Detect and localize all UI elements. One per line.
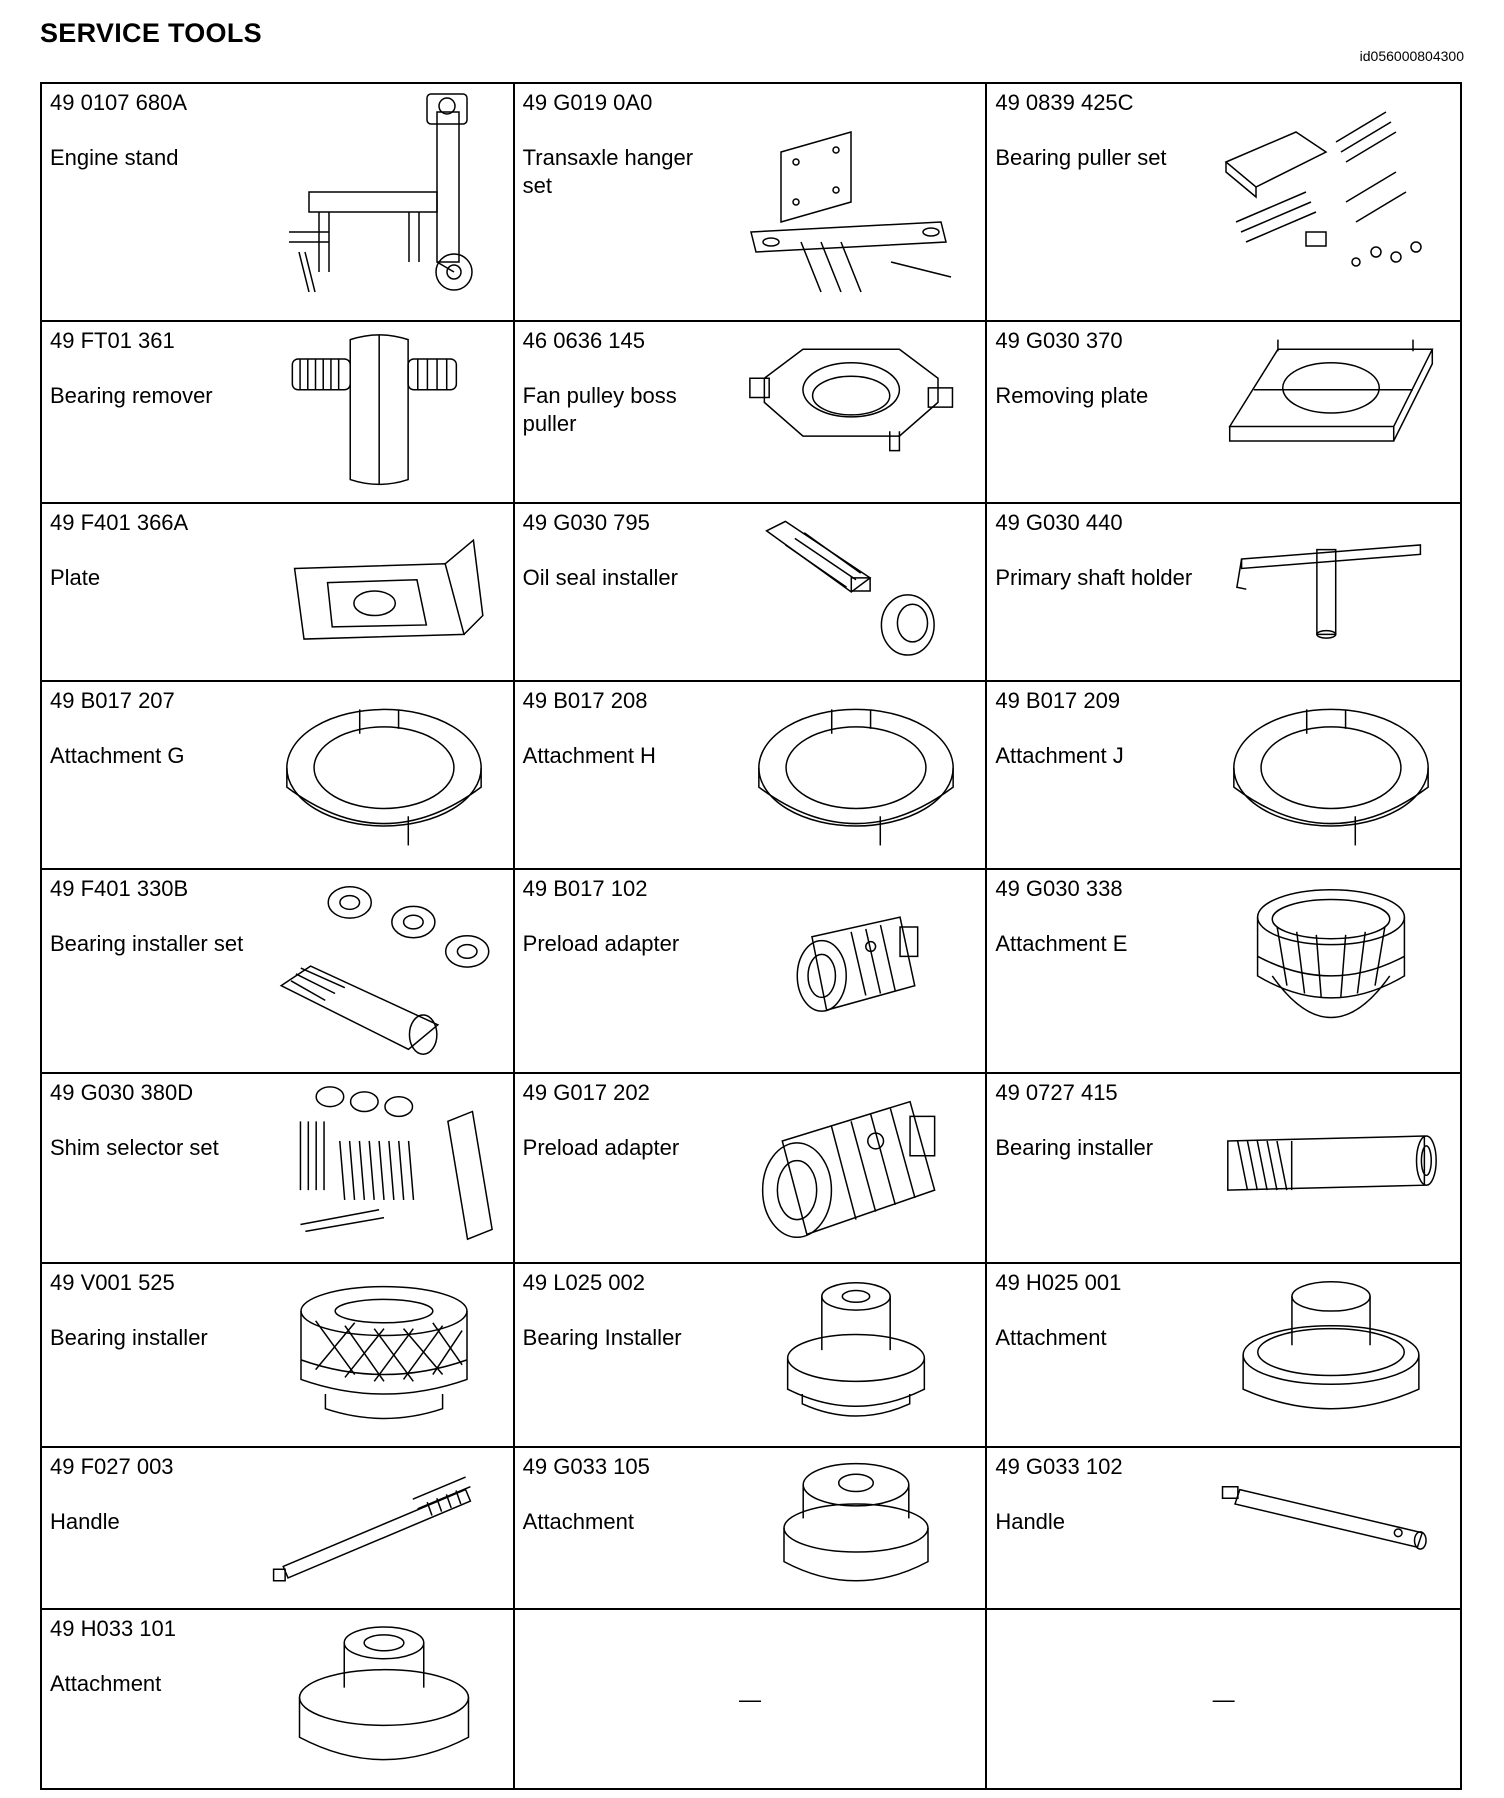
oil-seal-installer-icon [741,512,971,672]
split-ring-icon [269,690,499,860]
part-number: 49 G030 440 [995,510,1123,535]
tool-name: Attachment H [522,743,656,768]
puller-set-icon [1216,92,1446,312]
tool-cell [42,1074,515,1264]
tool-name: Oil seal installer [522,565,678,590]
part-number: 46 0636 145 [522,328,645,353]
part-number: 49 G033 105 [522,1454,650,1479]
tool-cell [515,1074,988,1264]
tool-name: Engine stand [50,145,179,170]
empty-dash: — [738,1687,761,1712]
tool-name: Preload adapter [522,931,680,956]
tool-name: Attachment E [995,931,1128,956]
part-number: 49 0727 415 [995,1080,1118,1105]
tool-cell [987,322,1460,504]
bearing-remover-icon [269,330,499,494]
tool-name: Attachment G [50,743,185,768]
part-number: 49 G030 338 [995,876,1123,901]
engine-stand-icon [269,92,499,312]
boss-puller-icon [741,330,971,494]
tool-cell [42,682,515,870]
tool-cell [987,1448,1460,1610]
part-number: 49 L025 002 [522,1270,645,1295]
part-number: 49 B017 102 [522,876,648,901]
preload-adapter-icon [741,1082,971,1254]
tool-cell [987,1264,1460,1448]
empty-dash: — [1212,1687,1235,1712]
preload-adapter-icon [741,878,971,1064]
part-number: 49 H033 101 [50,1616,176,1641]
part-number: 49 B017 207 [50,688,175,713]
tool-name: Preload adapter [522,1135,680,1160]
shaft-holder-icon [1216,512,1446,672]
part-number: 49 H025 001 [995,1270,1122,1295]
tool-cell [987,84,1460,322]
stepped-attachment-icon [741,1456,971,1600]
tool-cell [515,1264,988,1448]
tool-cell [42,1610,515,1790]
tool-cell [42,870,515,1074]
empty-cell [515,1610,988,1790]
handle-icon [1216,1456,1446,1600]
tube-installer-icon [1216,1082,1446,1254]
tool-cell [42,1448,515,1610]
tool-name: Attachment [50,1671,162,1696]
hanger-set-icon [741,92,971,312]
tool-name: Handle [995,1509,1066,1534]
tool-name: Handle [50,1509,120,1534]
tool-cell [42,322,515,504]
part-number: 49 V001 525 [50,1270,175,1295]
part-number: 49 B017 208 [522,688,648,713]
tool-name: Fan pulley boss puller [522,383,677,436]
tool-cell [987,870,1460,1074]
tool-name: Bearing puller set [995,145,1167,170]
part-number: 49 G019 0A0 [522,90,653,115]
page-title: SERVICE TOOLS [40,18,262,48]
tool-cell [515,84,988,322]
tool-name: Attachment J [995,743,1124,768]
stepped-attachment-icon [269,1618,499,1782]
tool-name: Bearing Installer [522,1325,682,1350]
tool-name: Transaxle hanger set [522,145,694,198]
tool-name: Bearing installer set [50,931,244,956]
tool-name: Bearing installer [995,1135,1154,1160]
tool-cell [42,1264,515,1448]
shim-selector-icon [269,1082,499,1254]
tool-cell [987,1074,1460,1264]
tool-name: Bearing installer [50,1325,208,1350]
part-number: 49 0107 680A [50,90,188,115]
tool-cell [515,1448,988,1610]
tool-cell [515,870,988,1074]
part-number: 49 G017 202 [522,1080,650,1105]
part-number: 49 G030 380D [50,1080,194,1105]
document-id: id056000804300 [1359,48,1464,64]
handle-icon [269,1456,499,1600]
part-number: 49 F401 330B [50,876,189,901]
tool-name: Primary shaft holder [995,565,1193,590]
part-number: 49 FT01 361 [50,328,175,353]
part-number: 49 G033 102 [995,1454,1123,1479]
tool-cell [515,682,988,870]
knurled-ring-icon [269,1272,499,1438]
part-number: 49 G030 370 [995,328,1123,353]
removing-plate-icon [1216,330,1446,494]
part-number: 49 0839 425C [995,90,1134,115]
installer-set-icon [269,878,499,1064]
tool-cell [42,504,515,682]
plate-icon [269,512,499,672]
tool-cell [515,504,988,682]
tool-name: Attachment [522,1509,634,1534]
tool-name: Removing plate [995,383,1149,408]
empty-cell [987,1610,1460,1790]
tool-cell [987,682,1460,870]
part-number: 49 F401 366A [50,510,189,535]
stepped-attachment-icon [1216,1272,1446,1438]
part-number: 49 B017 209 [995,688,1121,713]
tool-cell [987,504,1460,682]
knurled-cup-icon [1216,878,1446,1064]
tool-cell [515,322,988,504]
tool-name: Plate [50,565,101,590]
split-ring-icon [1216,690,1446,860]
part-number: 49 G030 795 [522,510,650,535]
part-number: 49 F027 003 [50,1454,174,1479]
tool-name: Shim selector set [50,1135,219,1160]
split-ring-icon [741,690,971,860]
service-tools-table [40,82,1462,1790]
tool-name: Attachment [995,1325,1107,1350]
stepped-attachment-icon [741,1272,971,1438]
tool-cell [42,84,515,322]
tool-name: Bearing remover [50,383,213,408]
